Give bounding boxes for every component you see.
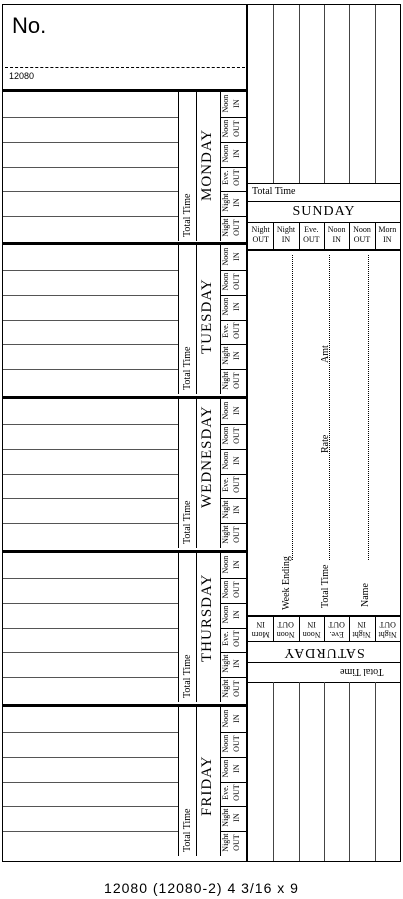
slot-label-top: Noon bbox=[221, 555, 230, 574]
write-line bbox=[3, 295, 178, 296]
slot-label-top: Noon bbox=[221, 297, 230, 315]
sunday-slot-top: Night bbox=[276, 225, 296, 234]
column-rule bbox=[178, 707, 179, 856]
column-rule bbox=[178, 553, 179, 702]
slot-label-top: Noon bbox=[221, 451, 230, 469]
slot-label-top: Night bbox=[221, 193, 230, 212]
slot-label-bottom: OUT bbox=[232, 372, 241, 389]
total-time-label: Total Time bbox=[182, 808, 193, 852]
write-line bbox=[3, 732, 178, 733]
saturday-slot-rule bbox=[248, 641, 400, 642]
slot-label-bottom: IN bbox=[232, 455, 241, 465]
slot-label-top: Noon bbox=[221, 426, 230, 445]
write-line bbox=[3, 424, 178, 425]
slot-label-top: Noon bbox=[221, 759, 230, 777]
slot-label-top: Noon bbox=[221, 709, 230, 728]
no-label: No. bbox=[12, 13, 47, 38]
saturday-slot-top: Morn bbox=[251, 630, 270, 639]
slot-label-top: Eve. bbox=[221, 323, 230, 339]
sunday-total-rule bbox=[248, 183, 400, 184]
day-block-top-border bbox=[3, 242, 246, 245]
slot-label-bottom: OUT bbox=[232, 630, 241, 648]
write-line bbox=[3, 167, 178, 168]
column-rule bbox=[196, 399, 197, 548]
slot-label-bottom: IN bbox=[232, 198, 241, 207]
write-line bbox=[3, 344, 178, 345]
sunday-name-rule bbox=[248, 201, 400, 202]
slot-label-bottom: IN bbox=[232, 714, 241, 723]
saturday-slot-bottom: OUT bbox=[379, 620, 396, 629]
saturday-write-column bbox=[375, 682, 376, 862]
day-block-monday bbox=[3, 89, 246, 241]
day-block-top-border bbox=[3, 89, 246, 92]
slot-label-top: Night bbox=[221, 500, 230, 519]
total-time-label: Total Time bbox=[182, 500, 193, 544]
write-line bbox=[3, 652, 178, 653]
write-line bbox=[3, 142, 178, 143]
slot-label-top: Noon bbox=[221, 734, 230, 753]
slot-label-bottom: OUT bbox=[232, 526, 241, 543]
slot-label-top: Eve. bbox=[221, 170, 230, 186]
slot-label-top: Night bbox=[221, 371, 230, 390]
slot-label-bottom: OUT bbox=[232, 169, 241, 187]
column-rule bbox=[196, 707, 197, 856]
column-rule bbox=[196, 92, 197, 241]
sunday-write-column bbox=[349, 5, 350, 183]
write-line bbox=[3, 449, 178, 450]
slot-label-bottom: OUT bbox=[232, 680, 241, 697]
amt-label: Amt bbox=[320, 345, 331, 363]
sunday-slot-top: Noon bbox=[353, 225, 371, 234]
write-line bbox=[3, 369, 178, 370]
slot-label-bottom: IN bbox=[232, 406, 241, 415]
saturday-name-rule bbox=[248, 662, 400, 663]
slot-label-top: Noon bbox=[221, 272, 230, 291]
day-name: FRIDAY bbox=[199, 755, 215, 816]
write-line bbox=[3, 578, 178, 579]
day-name: MONDAY bbox=[199, 128, 215, 201]
slot-label-top: Noon bbox=[221, 94, 230, 113]
total-time-label: Total Time bbox=[182, 654, 193, 698]
write-line bbox=[3, 603, 178, 604]
slot-label-bottom: OUT bbox=[232, 322, 241, 340]
slot-label-bottom: IN bbox=[232, 99, 241, 108]
slot-label-top: Night bbox=[221, 218, 230, 237]
sunday-slot-bottom: OUT bbox=[303, 235, 320, 244]
sunday-slot-bottom: OUT bbox=[353, 235, 371, 244]
column-rule bbox=[196, 553, 197, 702]
slot-label-bottom: OUT bbox=[232, 581, 241, 598]
info-field-line[interactable] bbox=[292, 255, 293, 560]
saturday-total-label: Total Time bbox=[340, 666, 384, 677]
saturday-write-column bbox=[273, 682, 274, 862]
slot-label-bottom: OUT bbox=[232, 219, 241, 236]
slot-label-bottom: IN bbox=[232, 301, 241, 311]
rate-label: Rate bbox=[320, 434, 331, 453]
write-line bbox=[3, 270, 178, 271]
sunday-name: SUNDAY bbox=[292, 204, 356, 219]
slot-label-bottom: OUT bbox=[232, 735, 241, 752]
sunday-slot-top: Eve. bbox=[304, 225, 319, 234]
saturday-slot-bottom: IN bbox=[256, 620, 265, 629]
slot-label-top: Noon bbox=[221, 119, 230, 138]
sunday-write-column bbox=[324, 5, 325, 183]
sunday-slot-bottom: IN bbox=[332, 235, 341, 244]
slot-label-bottom: IN bbox=[232, 763, 241, 773]
time-card bbox=[2, 4, 401, 862]
write-line bbox=[3, 806, 178, 807]
day-block-top-border bbox=[3, 704, 246, 707]
day-block-top-border bbox=[3, 550, 246, 553]
slot-label-top: Night bbox=[221, 525, 230, 544]
saturday-slot-top: Eve. bbox=[329, 630, 344, 639]
slot-label-top: Eve. bbox=[221, 477, 230, 493]
saturday-name: SATURDAY bbox=[283, 645, 365, 660]
write-line bbox=[3, 498, 178, 499]
saturday-slot-bottom: IN bbox=[307, 620, 316, 629]
total-time-label: Total Time bbox=[182, 193, 193, 237]
day-name: THURSDAY bbox=[199, 573, 215, 662]
slot-label-top: Night bbox=[221, 679, 230, 698]
name-label: Name bbox=[360, 583, 371, 607]
write-line bbox=[3, 320, 178, 321]
slot-label-bottom: IN bbox=[232, 560, 241, 569]
write-line bbox=[3, 782, 178, 783]
total-time-field-label: Total Time bbox=[320, 564, 331, 608]
day-block-thursday bbox=[3, 550, 246, 702]
sunday-write-column bbox=[299, 5, 300, 183]
saturday-slot-bottom: IN bbox=[357, 620, 367, 629]
column-rule bbox=[178, 245, 179, 394]
slot-label-bottom: IN bbox=[232, 505, 241, 514]
slot-label-bottom: OUT bbox=[232, 427, 241, 444]
slot-label-top: Night bbox=[221, 346, 230, 365]
column-rule bbox=[246, 707, 247, 856]
write-line bbox=[3, 677, 178, 678]
sunday-slot-top: Morn bbox=[378, 225, 397, 234]
slot-label-top: Noon bbox=[221, 580, 230, 599]
sunday-write-column bbox=[273, 5, 274, 183]
sunday-total-label: Total Time bbox=[252, 186, 296, 197]
info-field-line[interactable] bbox=[368, 255, 369, 560]
sunday-slot-bottom: IN bbox=[281, 235, 291, 244]
slot-label-top: Noon bbox=[221, 605, 230, 623]
write-line bbox=[3, 117, 178, 118]
total-time-label: Total Time bbox=[182, 346, 193, 390]
sunday-slot-bottom: OUT bbox=[252, 235, 269, 244]
slot-label-top: Eve. bbox=[221, 631, 230, 647]
column-rule bbox=[178, 92, 179, 241]
slot-label-top: Night bbox=[221, 808, 230, 827]
column-rule bbox=[196, 245, 197, 394]
column-rule bbox=[246, 245, 247, 394]
saturday-write-column bbox=[349, 682, 350, 862]
info-field-line[interactable] bbox=[329, 255, 330, 560]
saturday-slot-bottom: OUT bbox=[328, 620, 345, 629]
saturday-slot-bottom: OUT bbox=[277, 620, 295, 629]
slot-label-bottom: IN bbox=[232, 813, 241, 822]
slot-label-bottom: IN bbox=[232, 252, 241, 261]
sunday-write-column bbox=[375, 5, 376, 183]
day-name: WEDNESDAY bbox=[199, 405, 215, 508]
day-block-friday bbox=[3, 704, 246, 856]
day-block-tuesday bbox=[3, 242, 246, 394]
write-line bbox=[3, 757, 178, 758]
saturday-slot-top: Noon bbox=[302, 630, 321, 639]
column-rule bbox=[178, 399, 179, 548]
day-block-top-border bbox=[3, 396, 246, 399]
saturday-slot-top: Night bbox=[352, 630, 372, 639]
write-line bbox=[3, 474, 178, 475]
slot-label-bottom: IN bbox=[232, 659, 241, 668]
slot-label-bottom: OUT bbox=[232, 120, 241, 137]
write-line bbox=[3, 191, 178, 192]
write-line bbox=[3, 831, 178, 832]
slot-label-bottom: IN bbox=[232, 351, 241, 360]
slot-label-bottom: IN bbox=[232, 609, 241, 619]
slot-label-bottom: OUT bbox=[232, 476, 241, 494]
sunday-slot-bottom: IN bbox=[383, 235, 392, 244]
saturday-slot-top: Noon bbox=[277, 630, 295, 639]
saturday-write-column bbox=[299, 682, 300, 862]
slot-label-bottom: OUT bbox=[232, 834, 241, 851]
write-line bbox=[3, 523, 178, 524]
slot-label-top: Night bbox=[221, 654, 230, 673]
sunday-slot-top: Night bbox=[251, 225, 270, 234]
form-number-footer: 12080 (12080-2) 4 3/16 x 9 bbox=[104, 880, 299, 896]
column-rule bbox=[246, 92, 247, 241]
week-ending-label: Week Ending bbox=[281, 556, 292, 610]
day-block-wednesday bbox=[3, 396, 246, 548]
sunday-slot-top: Noon bbox=[327, 225, 346, 234]
column-rule bbox=[246, 553, 247, 702]
slot-label-bottom: OUT bbox=[232, 784, 241, 802]
column-rule bbox=[246, 399, 247, 548]
day-name: TUESDAY bbox=[199, 278, 215, 354]
slot-label-top: Noon bbox=[221, 247, 230, 266]
card-number: 12080 bbox=[9, 71, 35, 81]
slot-label-top: Noon bbox=[221, 401, 230, 420]
slot-label-top: Eve. bbox=[221, 785, 230, 801]
slot-label-top: Night bbox=[221, 833, 230, 852]
write-line bbox=[3, 216, 178, 217]
slot-label-top: Noon bbox=[221, 144, 230, 162]
write-line bbox=[3, 628, 178, 629]
slot-label-bottom: OUT bbox=[232, 273, 241, 290]
sunday-bottom-rule bbox=[248, 249, 400, 251]
saturday-slot-top: Night bbox=[378, 630, 397, 639]
saturday-write-column bbox=[324, 682, 325, 862]
slot-label-bottom: IN bbox=[232, 148, 241, 158]
header-dashed-divider bbox=[5, 67, 245, 68]
